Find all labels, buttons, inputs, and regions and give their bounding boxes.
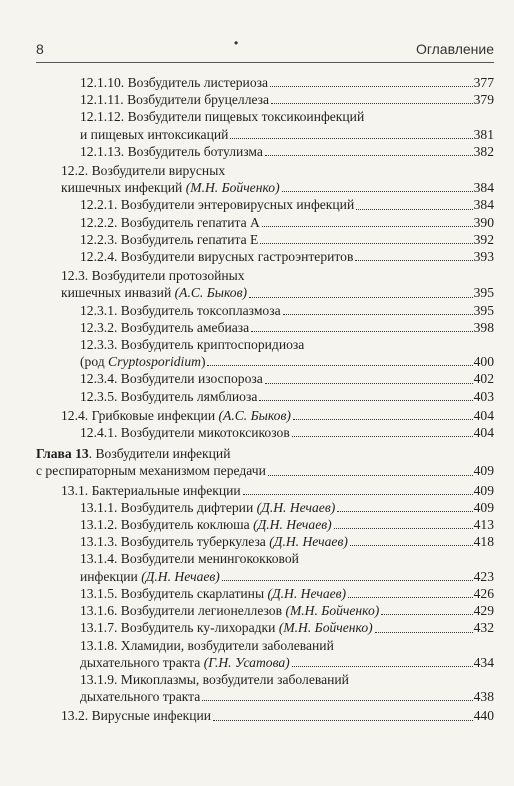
toc-entry-title: 12.1.12. Возбудители пищевых токсикоинфекций — [80, 109, 365, 125]
toc-entry-author: (Г.Н. Усатова) — [203, 654, 290, 670]
dot-leader — [334, 528, 473, 529]
toc-page-number: 404 — [473, 425, 494, 441]
toc-entry[interactable] — [36, 196, 494, 213]
dot-leader — [283, 314, 473, 315]
dot-leader — [292, 436, 473, 437]
dot-leader — [348, 597, 473, 598]
running-header — [36, 38, 494, 63]
toc-entry-title: с респираторным механизмом передачи — [36, 463, 266, 479]
toc-entry-title: 12.3.5. Возбудитель лямблиоза — [80, 388, 258, 404]
dot-leader — [268, 475, 473, 476]
toc-entry-title: (род Cryptosporidium) — [80, 354, 206, 370]
toc-entry-title: кишечных инвазий (А.С. Быков) — [61, 285, 248, 301]
dot-leader — [249, 297, 473, 298]
toc-entry-author: (Д.Н. Нечаев) — [269, 534, 348, 550]
toc-page-number: 395 — [473, 302, 494, 318]
toc-entry-title: 13.1. Бактериальные инфекции — [61, 482, 241, 498]
toc-page-number: 400 — [473, 354, 494, 370]
toc-page-number: 432 — [473, 620, 494, 636]
dot-leader — [213, 720, 473, 721]
toc-page-number: 409 — [473, 463, 494, 479]
toc-entry[interactable] — [36, 74, 494, 91]
table-of-contents — [36, 74, 494, 725]
toc-entry-title: 12.2.2. Возбудитель гепатита А — [80, 214, 260, 230]
toc-entry-title: 13.1.8. Хламидии, возбудители заболеваний — [80, 637, 334, 653]
toc-entry-title: 12.2. Возбудители вирусных — [61, 163, 226, 179]
toc-page-number: 413 — [473, 517, 494, 533]
toc-entry[interactable] — [36, 445, 494, 479]
toc-entry[interactable] — [36, 671, 494, 705]
toc-entry[interactable] — [36, 388, 494, 405]
toc-page-number: 404 — [473, 407, 494, 423]
toc-entry-author: (Д.Н. Нечаев) — [141, 568, 220, 584]
dot-leader — [375, 632, 473, 633]
toc-entry-title: 12.1.13. Возбудитель ботулизма — [80, 143, 263, 159]
toc-page-number: 398 — [473, 319, 494, 335]
toc-entry[interactable] — [36, 407, 494, 424]
toc-entry[interactable] — [36, 248, 494, 265]
toc-entry-title: 13.1.4. Возбудители менингококковой — [80, 551, 299, 567]
toc-entry-title: 12.2.3. Возбудитель гепатита Е — [80, 231, 259, 247]
toc-entry[interactable] — [36, 602, 494, 619]
toc-page-number: 377 — [473, 75, 494, 90]
toc-entry-title: 13.1.9. Микоплазмы, возбудители заболеваний — [80, 671, 349, 687]
toc-page-number: 409 — [473, 482, 494, 498]
toc-entry-title: 12.3.1. Возбудитель токсоплазмоза — [80, 302, 281, 318]
genus-name: Cryptosporidium — [108, 354, 201, 370]
toc-entry[interactable] — [36, 162, 494, 196]
toc-entry-author: (А.С. Быков) — [218, 407, 291, 423]
dot-leader — [270, 86, 473, 87]
toc-entry-title: кишечных инфекций (М.Н. Бойченко) — [61, 180, 280, 196]
toc-entry-title: 13.1.2. Возбудитель коклюша (Д.Н. Нечаев) — [80, 517, 332, 533]
dot-leader — [355, 260, 472, 261]
dot-leader — [265, 155, 473, 156]
toc-entry-title: 12.4.1. Возбудители микотоксикозов — [80, 425, 290, 441]
dot-leader — [293, 419, 473, 420]
toc-page-number: 395 — [473, 285, 494, 301]
toc-page-number: 384 — [473, 180, 494, 196]
dot-leader — [207, 365, 472, 366]
toc-entry-author: (М.Н. Бойченко) — [278, 620, 373, 636]
toc-entry-title: Глава 13. Возбудители инфекций — [36, 446, 231, 462]
toc-entry[interactable] — [36, 267, 494, 301]
toc-entry[interactable] — [36, 585, 494, 602]
toc-entry-author: (Д.Н. Нечаев) — [267, 585, 347, 601]
toc-entry-title: 13.1.5. Возбудитель скарлатины (Д.Н. Нечаев) — [80, 585, 347, 601]
dot-leader — [381, 614, 472, 615]
toc-entry[interactable] — [36, 482, 494, 499]
dot-leader — [230, 138, 472, 139]
toc-entry-author: (М.Н. Бойченко) — [185, 180, 280, 196]
dot-leader — [356, 209, 472, 210]
dot-leader — [350, 545, 473, 546]
header-dot: • — [234, 36, 239, 50]
toc-entry-title: 12.4. Грибковые инфекции (А.С. Быков) — [61, 407, 291, 423]
toc-page-number: 409 — [473, 499, 494, 515]
dot-leader — [262, 226, 473, 227]
toc-page-number: 402 — [473, 371, 494, 387]
dot-leader — [202, 700, 472, 701]
dot-leader — [222, 580, 473, 581]
toc-entry[interactable] — [36, 550, 494, 584]
toc-page-number: 379 — [473, 92, 494, 108]
toc-entry-author: (М.Н. Бойченко) — [285, 603, 380, 619]
toc-entry-title: дыхательного тракта — [80, 689, 201, 705]
toc-entry-title: 12.1.10. Возбудитель листериоза — [80, 75, 269, 90]
toc-page-number: 429 — [473, 603, 494, 619]
toc-page-number: 390 — [473, 214, 494, 230]
toc-entry[interactable] — [36, 707, 494, 724]
toc-entry-title: и пищевых интоксикаций — [80, 126, 229, 142]
dot-leader — [243, 494, 473, 495]
dot-leader — [251, 331, 472, 332]
toc-entry-title: 12.3.2. Возбудитель амебиаза — [80, 319, 250, 335]
toc-entry-author: (Д.Н. Нечаев) — [253, 517, 332, 533]
toc-entry-title: 12.2.1. Возбудители энтеровирусных инфекций — [80, 197, 355, 213]
page-number: 8 — [36, 41, 44, 57]
chapter-label: Глава 13 — [36, 446, 89, 462]
toc-page-number: 418 — [473, 534, 494, 550]
section-title: Оглавление — [415, 41, 494, 57]
toc-entry[interactable] — [36, 214, 494, 231]
toc-entry[interactable] — [36, 91, 494, 108]
toc-page-number: 434 — [473, 654, 494, 670]
dot-leader — [265, 383, 473, 384]
toc-page-number: 438 — [473, 689, 494, 705]
toc-entry[interactable] — [36, 499, 494, 516]
toc-page-number: 384 — [473, 197, 494, 213]
toc-entry-title: 12.3. Возбудители протозойных — [61, 268, 245, 284]
toc-entry-author: (А.С. Быков) — [174, 285, 248, 301]
toc-entry[interactable] — [36, 637, 494, 671]
toc-entry[interactable] — [36, 533, 494, 550]
toc-page-number: 403 — [473, 388, 494, 404]
toc-entry-title: 13.1.6. Возбудители легионеллезов (М.Н. Бойченко) — [80, 603, 380, 619]
toc-page-number: 392 — [473, 231, 494, 247]
dot-leader — [337, 511, 472, 512]
dot-leader — [292, 666, 473, 667]
toc-entry[interactable] — [36, 516, 494, 533]
toc-entry-title: 12.1.11. Возбудители бруцеллеза — [80, 92, 270, 108]
toc-entry[interactable] — [36, 424, 494, 441]
toc-entry-title: 12.3.3. Возбудитель криптоспоридиоза — [80, 337, 305, 353]
dot-leader — [259, 400, 472, 401]
toc-entry[interactable] — [36, 336, 494, 370]
toc-entry[interactable] — [36, 143, 494, 160]
toc-entry-author: (Д.Н. Нечаев) — [256, 499, 336, 515]
toc-entry-title: 13.1.3. Возбудитель туберкулеза (Д.Н. Нечаев) — [80, 534, 348, 550]
toc-entry-title: 13.1.1. Возбудитель дифтерии (Д.Н. Нечаев) — [80, 499, 336, 515]
toc-entry-title: 13.2. Вирусные инфекции — [61, 708, 212, 724]
toc-page-number: 426 — [473, 585, 494, 601]
dot-leader — [282, 191, 473, 192]
toc-page-number: 393 — [473, 249, 494, 265]
toc-page-number: 440 — [473, 708, 494, 724]
toc-entry-title: 12.3.4. Возбудители изоспороза — [80, 371, 263, 387]
toc-entry-title: 13.1.7. Возбудитель ку-лихорадки (М.Н. Бойченко) — [80, 620, 373, 636]
toc-entry-title: дыхательного тракта (Г.Н. Усатова) — [80, 654, 290, 670]
toc-entry[interactable] — [36, 231, 494, 248]
toc-entry[interactable] — [36, 370, 494, 387]
dot-leader — [260, 243, 472, 244]
toc-entry[interactable] — [36, 302, 494, 319]
toc-entry-title: 12.2.4. Возбудители вирусных гастроэнтеритов — [80, 249, 354, 265]
toc-entry[interactable] — [36, 619, 494, 636]
dot-leader — [271, 103, 473, 104]
toc-page-number: 382 — [473, 143, 494, 159]
toc-entry[interactable] — [36, 108, 494, 142]
toc-entry[interactable] — [36, 319, 494, 336]
toc-entry-title: инфекции (Д.Н. Нечаев) — [80, 568, 220, 584]
toc-page-number: 381 — [473, 126, 494, 142]
toc-page-number: 423 — [473, 568, 494, 584]
